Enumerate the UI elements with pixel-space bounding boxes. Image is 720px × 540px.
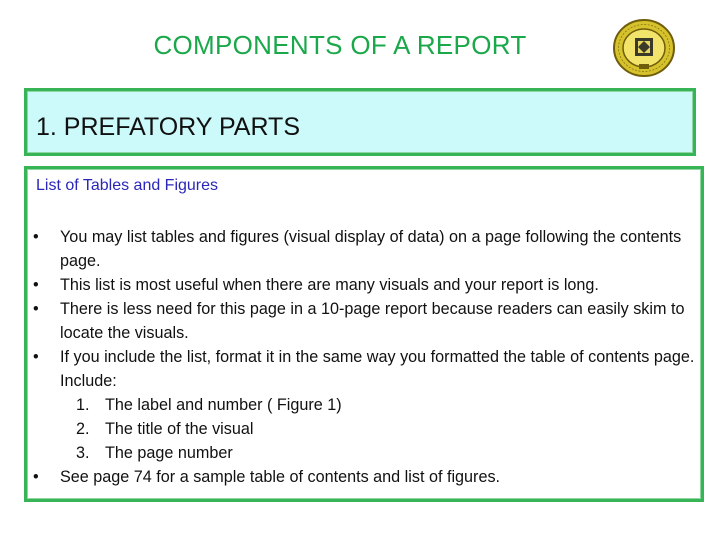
numbered-item — [60, 417, 695, 441]
list-item — [27, 273, 695, 297]
numbered-item-text: The label and number ( Figure 1) — [105, 396, 342, 414]
section-heading: 1. PREFATORY PARTS — [36, 113, 300, 141]
list-item — [27, 225, 695, 273]
item-number: 3. — [76, 444, 90, 462]
numbered-item-text: The page number — [105, 444, 233, 462]
list-item — [27, 297, 695, 345]
list-item-text: If you include the list, format it in the same way you formatted the table of contents page. Include: — [60, 348, 695, 390]
numbered-item-text: The title of the visual — [105, 420, 254, 438]
bullet-list — [27, 225, 695, 489]
page-title: COMPONENTS OF A REPORT — [153, 30, 527, 60]
item-number: 1. — [76, 396, 90, 414]
section-header-box — [24, 88, 696, 156]
list-item-text: See page 74 for a sample table of contents and list of figures. — [60, 468, 501, 486]
list-item-text: You may list tables and figures (visual display of data) on a page following the contents page. — [60, 228, 682, 270]
numbered-list — [60, 393, 695, 465]
circular-seal-logo-icon — [612, 18, 676, 78]
content-box — [24, 166, 704, 502]
item-number: 2. — [76, 420, 90, 438]
list-item-text: There is less need for this page in a 10-page report because readers can easily skim to locate the visuals. — [60, 300, 685, 342]
list-item — [27, 345, 695, 465]
subtitle: List of Tables and Figures — [36, 177, 219, 194]
numbered-item — [60, 393, 695, 417]
list-item — [27, 465, 695, 489]
list-item-text: This list is most useful when there are many visuals and your report is long. — [60, 276, 599, 294]
numbered-item — [60, 441, 695, 465]
